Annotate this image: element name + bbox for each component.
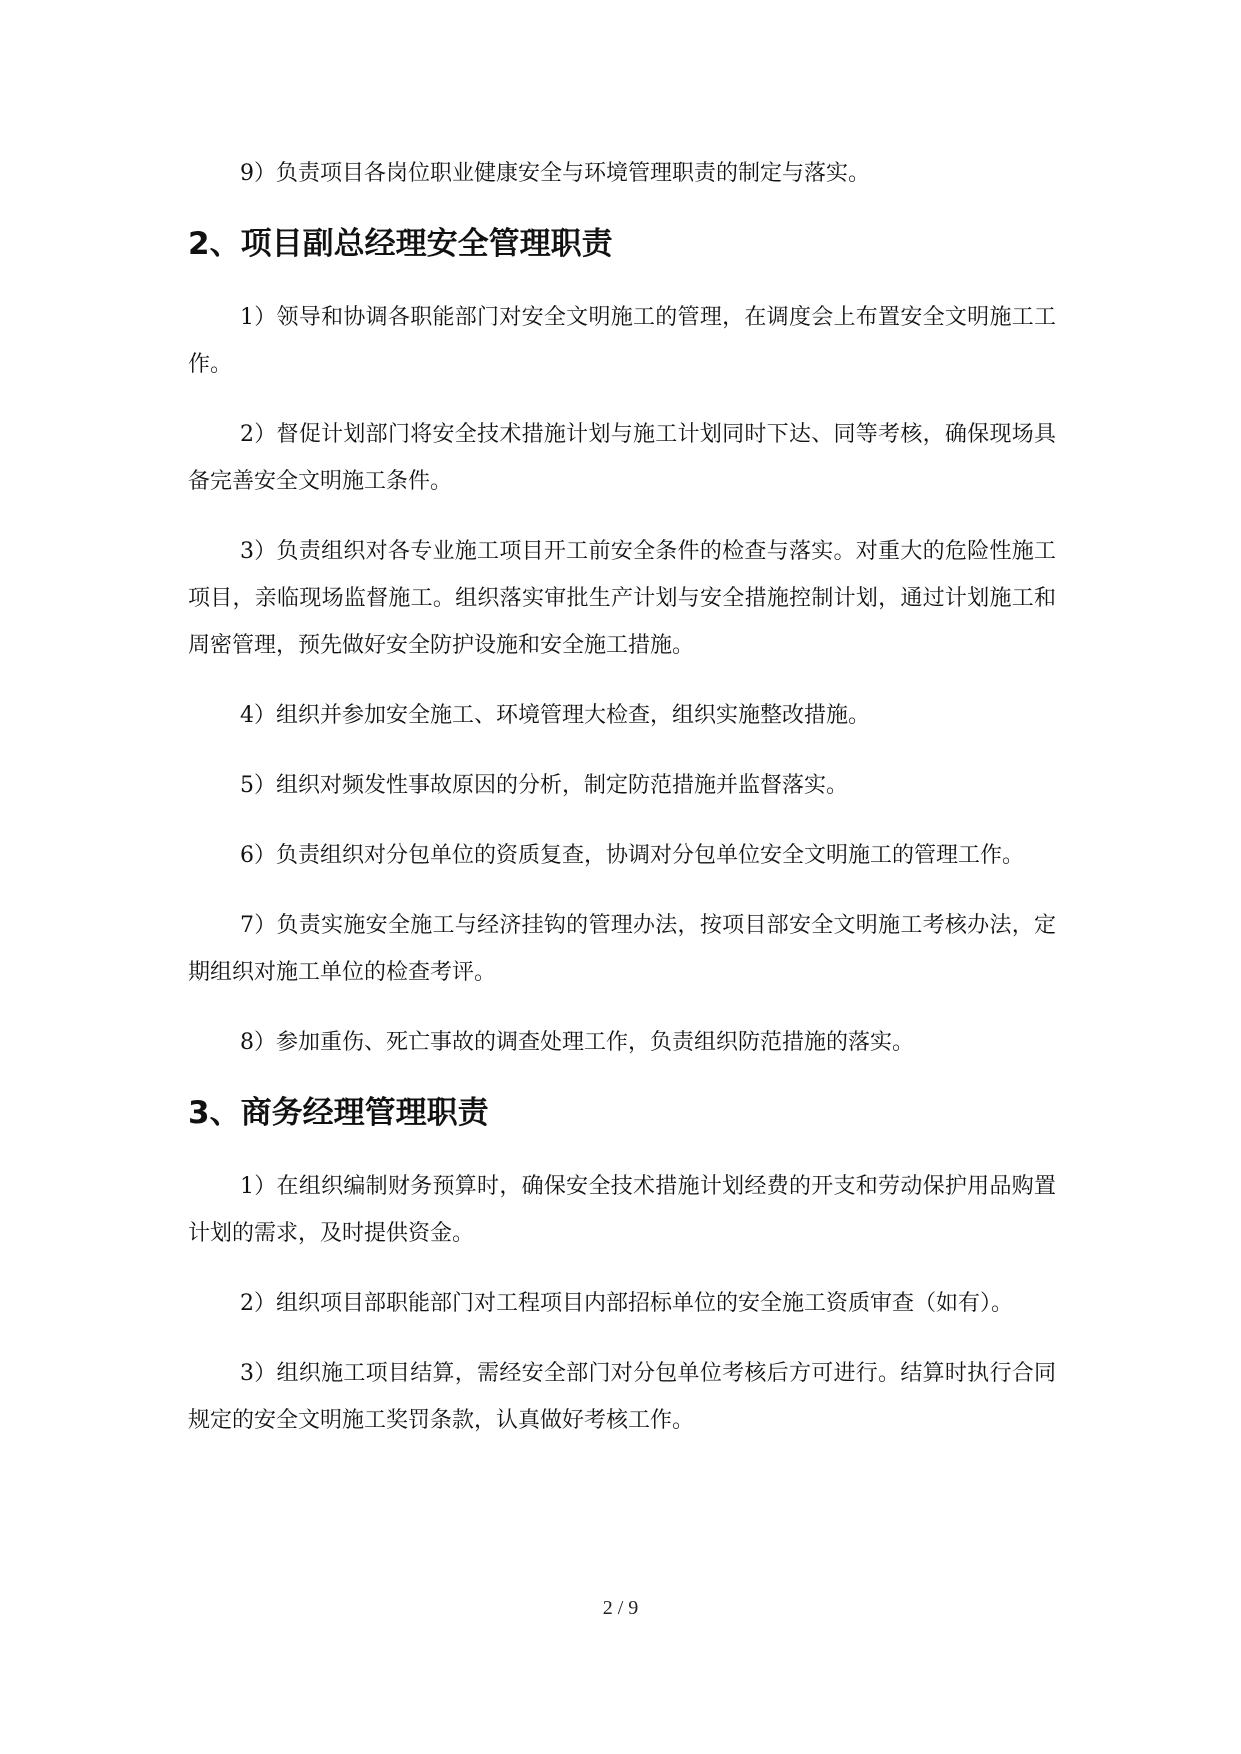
paragraph-item-9: 9）负责项目各岗位职业健康安全与环境管理职责的制定与落实。 [240,161,870,186]
paragraph-item: 1）在组织编制财务预算时，确保安全技术措施计划经费的开支和劳动保护用品购置计划的需求，及时提供资金。 [188,1174,1056,1246]
paragraph-item: 6）负责组织对分包单位的资质复查，协调对分包单位安全文明施工的管理工作。 [240,843,1024,868]
paragraph-item: 2）组织项目部职能部门对工程项目内部招标单位的安全施工资质审查（如有）。 [240,1291,1013,1316]
page-number: 2 / 9 [602,1597,639,1619]
paragraph-item: 8）参加重伤、死亡事故的调查处理工作，负责组织防范措施的落实。 [240,1030,914,1055]
paragraph-item: 7）负责实施安全施工与经济挂钩的管理办法，按项目部安全文明施工考核办法，定期组织对施工单位的检查考评。 [188,913,1056,985]
section-heading-deputy-manager: 2、项目副总经理安全管理职责 [188,226,613,262]
paragraph-item: 3）负责组织对各专业施工项目开工前安全条件的检查与落实。对重大的危险性施工项目，亲临现场监督施工。组织落实审批生产计划与安全措施控制计划，通过计划施工和周密管理，预先做好安全防护设施和安全施工措施。 [188,539,1056,658]
paragraph-item: 2）督促计划部门将安全技术措施计划与施工计划同时下达、同等考核，确保现场具备完善安全文明施工条件。 [188,422,1056,494]
document-body [188,150,1056,1467]
paragraph-item: 5）组织对频发性事故原因的分析，制定防范措施并监督落实。 [240,773,848,798]
section-heading-business-manager: 3、商务经理管理职责 [188,1095,489,1131]
paragraph-item: 1）领导和协调各职能部门对安全文明施工的管理，在调度会上布置安全文明施工工作。 [188,305,1056,377]
paragraph-item: 4）组织并参加安全施工、环境管理大检查，组织实施整改措施。 [240,703,870,728]
paragraph-item: 3）组织施工项目结算，需经安全部门对分包单位考核后方可进行。结算时执行合同规定的安全文明施工奖罚条款，认真做好考核工作。 [188,1361,1056,1433]
